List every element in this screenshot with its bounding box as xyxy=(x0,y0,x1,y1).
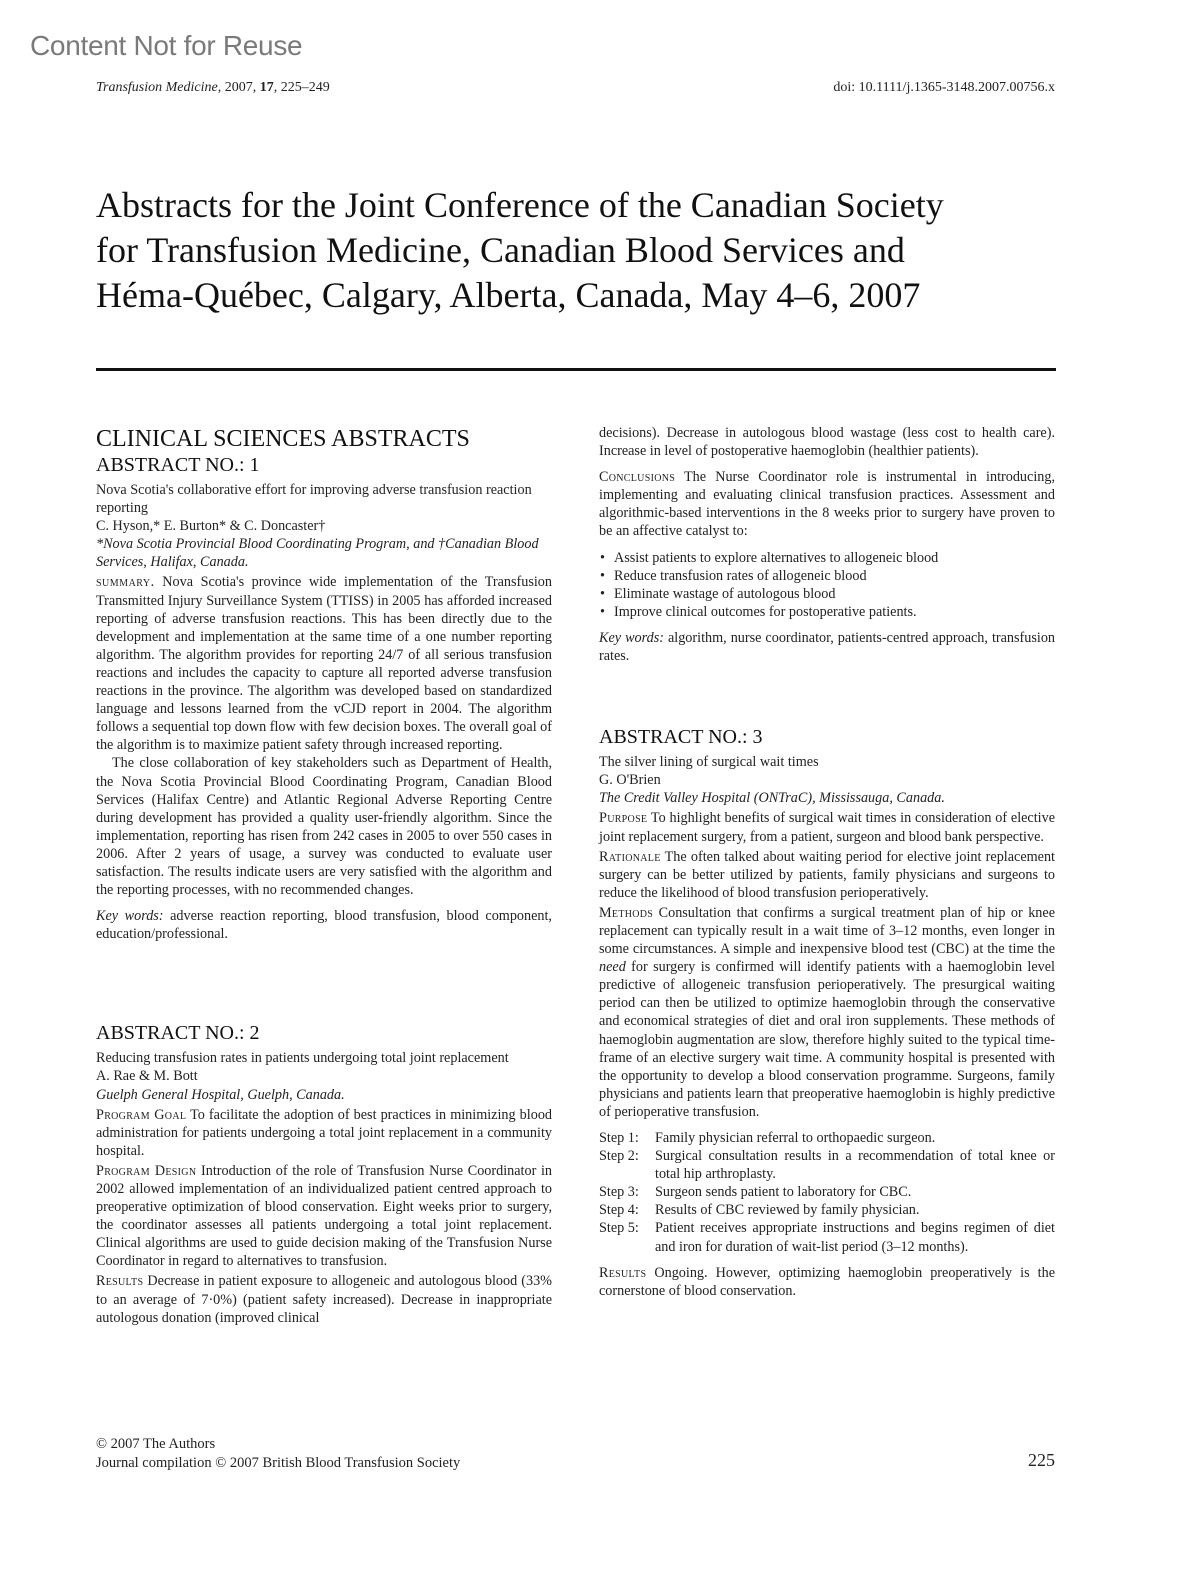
step-item xyxy=(599,1147,1055,1183)
abstract-summary xyxy=(96,573,552,754)
conclusions-label: Conclusions xyxy=(599,469,676,486)
journal-citation xyxy=(96,80,330,96)
program-goal-label: Program Goal xyxy=(96,1106,187,1123)
abstract-authors: C. Hyson,* E. Burton* & C. Doncaster† xyxy=(96,518,326,535)
program-design-label: Program Design xyxy=(96,1162,197,1179)
page-number: 225 xyxy=(1028,1450,1055,1470)
title-line: Abstracts for the Joint Conference of the Canadian Society xyxy=(96,185,944,225)
keywords-text: adverse reaction reporting, blood transfusion, blood component, education/professional. xyxy=(96,908,552,943)
journal-name: Transfusion Medicine xyxy=(96,80,218,95)
bullet-item: • Improve clinical outcomes for postoperative patients. xyxy=(599,603,1055,621)
abstract-keywords xyxy=(599,629,1055,665)
step-label: Step 1: xyxy=(599,1130,639,1146)
rationale-text: The often talked about waiting period for elective joint replacement surgery can be better utilized by patients, family physicians and surgeons to reduce the likelihood of blood transfusion perioperatively. xyxy=(599,848,1055,901)
doi: doi: 10.1111/j.1365-3148.2007.00756.x xyxy=(833,80,1055,95)
abstract-results xyxy=(599,1264,1055,1300)
results-text: Decrease in patient exposure to allogeneic and autologous blood (33% to an average of 7·0%) (patient safety increased). Decrease in inappropriate autologous donation (improved clinical xyxy=(96,1273,552,1326)
journal-volume: 17 xyxy=(259,80,274,95)
abstract-title: The silver lining of surgical wait times xyxy=(599,754,819,771)
summary-text: Nova Scotia's province wide implementation of the Transfusion Transmitted Injury Surveillance System (TTISS) in 2005 has afforded increased reporting of adverse transfusion reactions. This has been directly due to the development and implementation at the same time of a one number reporting algorithm. The algorithm provides for reporting 24/7 of all serious transfusion reactions and includes the capacity to capture all reported adverse transfusion reactions in the province. The algorithm was developed based on standardized language and lessons learned from the vCJD report in 2004. The algorithm follows a sequential top down flow with few decision boxes. The overall goal of the algorithm is to maximize patient safety through increased reporting. xyxy=(96,574,553,754)
abstract-conclusions xyxy=(599,468,1055,540)
keywords-text: algorithm, nurse coordinator, patients-centred approach, transfusion rates. xyxy=(599,629,1056,665)
bullet-item: • Eliminate wastage of autologous blood xyxy=(599,585,1055,603)
bullet-item: • Reduce transfusion rates of allogeneic blood xyxy=(599,567,1055,585)
step-item xyxy=(599,1183,1055,1201)
copyright-line: © 2007 The Authors xyxy=(96,1436,216,1452)
abstract-program-goal xyxy=(96,1106,552,1160)
journal-year: , 2007, xyxy=(217,80,260,95)
title-divider xyxy=(96,368,1056,371)
abstract-3 xyxy=(599,725,1055,1300)
abstract-methods xyxy=(599,904,1055,1121)
conclusion-bullets xyxy=(599,549,1055,621)
step-text: Family physician referral to orthopaedic surgeon. xyxy=(655,1130,936,1146)
left-column xyxy=(96,425,552,1327)
step-text: Surgical consultation results in a recommendation of total knee or total hip arthroplasty. xyxy=(655,1148,1055,1183)
watermark: Content Not for Reuse xyxy=(30,30,303,61)
abstract-keywords xyxy=(96,907,552,943)
purpose-text: To highlight benefits of surgical wait times in consideration of elective joint replacement surgery, from a patient, surgeon and blood bank perspective. xyxy=(599,810,1055,845)
abstract-2 xyxy=(96,1021,552,1326)
abstract-affiliation: Guelph General Hospital, Guelph, Canada. xyxy=(96,1086,345,1103)
copyright-footer xyxy=(96,1435,460,1473)
abstract-program-design xyxy=(96,1162,552,1271)
rationale-label: Rationale xyxy=(599,848,661,865)
abstract-heading: ABSTRACT NO.: 3 xyxy=(599,726,763,749)
methods-text: for surgery is confirmed will identify patients with a haemoglobin level predictive of allogeneic transfusion perioperatively. The presurgical waiting period can then be utilized to optimize haemoglobin through the conservative and economical strategies of diet and oral iron supplements. These methods of haemoglobin augmentation are slow, therefore highly suited to the typical time-frame of an elective surgery wait time. A community hospital is presented with the opportunity to develop a blood conservation programme. Surgeons, family physicians and patients learn that preoperative haemoglobin is highly predictive of perioperative transfusion. xyxy=(599,959,1055,1120)
results-label: Results xyxy=(96,1273,144,1290)
methods-label: Methods xyxy=(599,904,654,921)
right-column xyxy=(599,424,1055,1300)
abstract-1 xyxy=(96,453,552,943)
steps-list xyxy=(599,1129,1055,1256)
title-line: Héma-Québec, Calgary, Alberta, Canada, May 4–6, 2007 xyxy=(96,275,921,315)
purpose-label: Purpose xyxy=(599,810,648,827)
abstract-purpose xyxy=(599,809,1055,845)
running-head xyxy=(96,80,1055,96)
keywords-label: Key words: xyxy=(96,908,164,925)
section-heading: CLINICAL SCIENCES ABSTRACTS xyxy=(96,426,470,452)
abstract-paragraph: The close collaboration of key stakeholders such as Department of Health, the Nova Scotia Provincial Blood Coordinating Program, Canadian Blood Services (Halifax Centre) and Atlantic Regional Adverse Reporting Centre during development has provided a quality user-friendly algorithm. Since the implementation, reporting has risen from 242 cases in 2005 to over 550 cases in 2006. After 2 years of usage, a survey was conducted to evaluate user satisfaction. The results indicate users are very satisfied with the algorithm and the reporting processes, with no recommended changes. xyxy=(96,755,552,899)
copyright-line: Journal compilation © 2007 British Blood Transfusion Society xyxy=(96,1455,461,1471)
abstract-affiliation: The Credit Valley Hospital (ONTraC), Mississauga, Canada. xyxy=(599,790,945,807)
methods-text: Consultation that confirms a surgical treatment plan of hip or knee replacement can typically result in a wait time of 3–12 months, even longer in some circumstances. A simple and inexpensive blood test (CBC) at the time the xyxy=(599,904,1055,958)
step-item xyxy=(599,1219,1055,1255)
title-line: for Transfusion Medicine, Canadian Blood Services and xyxy=(96,230,905,270)
methods-emphasis: need xyxy=(599,959,626,976)
abstract-rationale xyxy=(599,848,1055,902)
step-text: Results of CBC reviewed by family physician. xyxy=(655,1202,920,1219)
abstract-2-continued xyxy=(599,424,1055,665)
summary-label: summary. xyxy=(96,574,155,591)
step-label: Step 4: xyxy=(599,1202,639,1219)
bullet-item: • Assist patients to explore alternatives to allogeneic blood xyxy=(599,549,1055,567)
abstract-heading: ABSTRACT NO.: 2 xyxy=(96,1022,260,1045)
conclusions-text: The Nurse Coordinator role is instrumental in introducing, implementing and evaluating clinical transfusion practices. Assessment and algorithmic-based interventions in the 8 weeks prior to surgery have proven to be an affective catalyst to: xyxy=(599,469,1055,540)
step-text: Patient receives appropriate instructions and begins regimen of diet and iron for duration of wait-list period (3–12 months). xyxy=(655,1220,1055,1255)
abstract-authors: G. O'Brien xyxy=(599,772,661,789)
program-goal-text: To facilitate the adoption of best practices in minimizing blood administration for patients undergoing a total joint replacement in a community hospital. xyxy=(96,1106,553,1159)
abstract-title: Nova Scotia's collaborative effort for improving adverse transfusion reaction reporting xyxy=(96,482,532,517)
results-label: Results xyxy=(599,1264,647,1281)
results-continued: decisions). Decrease in autologous blood wastage (less cost to health care). Increase in level of postoperative haemoglobin (healthier patients). xyxy=(599,425,1055,460)
step-item xyxy=(599,1201,1055,1219)
step-item xyxy=(599,1129,1055,1147)
journal-pages: , 225–249 xyxy=(273,80,330,95)
page-title xyxy=(96,183,1056,318)
step-text: Surgeon sends patient to laboratory for CBC. xyxy=(655,1184,912,1201)
abstract-title: Reducing transfusion rates in patients undergoing total joint replacement xyxy=(96,1050,509,1067)
step-label: Step 3: xyxy=(599,1184,639,1201)
program-design-text: Introduction of the role of Transfusion Nurse Coordinator in 2002 allowed implementation of an individualized patient centred approach to preoperative optimization of blood conservation. Eight weeks prior to surgery, the coordinator assesses all patients undergoing a total joint replacement. Clinical algorithms are used to guide decision making of the Transfusion Nurse Coordinator in regard to alternatives to transfusion. xyxy=(96,1162,552,1270)
abstract-affiliation: *Nova Scotia Provincial Blood Coordinating Program, and †Canadian Blood Services, Halifax, Canada. xyxy=(96,536,539,571)
abstract-heading: ABSTRACT NO.: 1 xyxy=(96,454,260,476)
results-text: Ongoing. However, optimizing haemoglobin preoperatively is the cornerstone of blood conservation. xyxy=(599,1264,1055,1299)
abstract-authors: A. Rae & M. Bott xyxy=(96,1068,198,1085)
step-label: Step 2: xyxy=(599,1148,639,1165)
keywords-label: Key words: xyxy=(599,629,664,646)
abstract-results xyxy=(96,1272,552,1326)
step-label: Step 5: xyxy=(599,1220,639,1237)
